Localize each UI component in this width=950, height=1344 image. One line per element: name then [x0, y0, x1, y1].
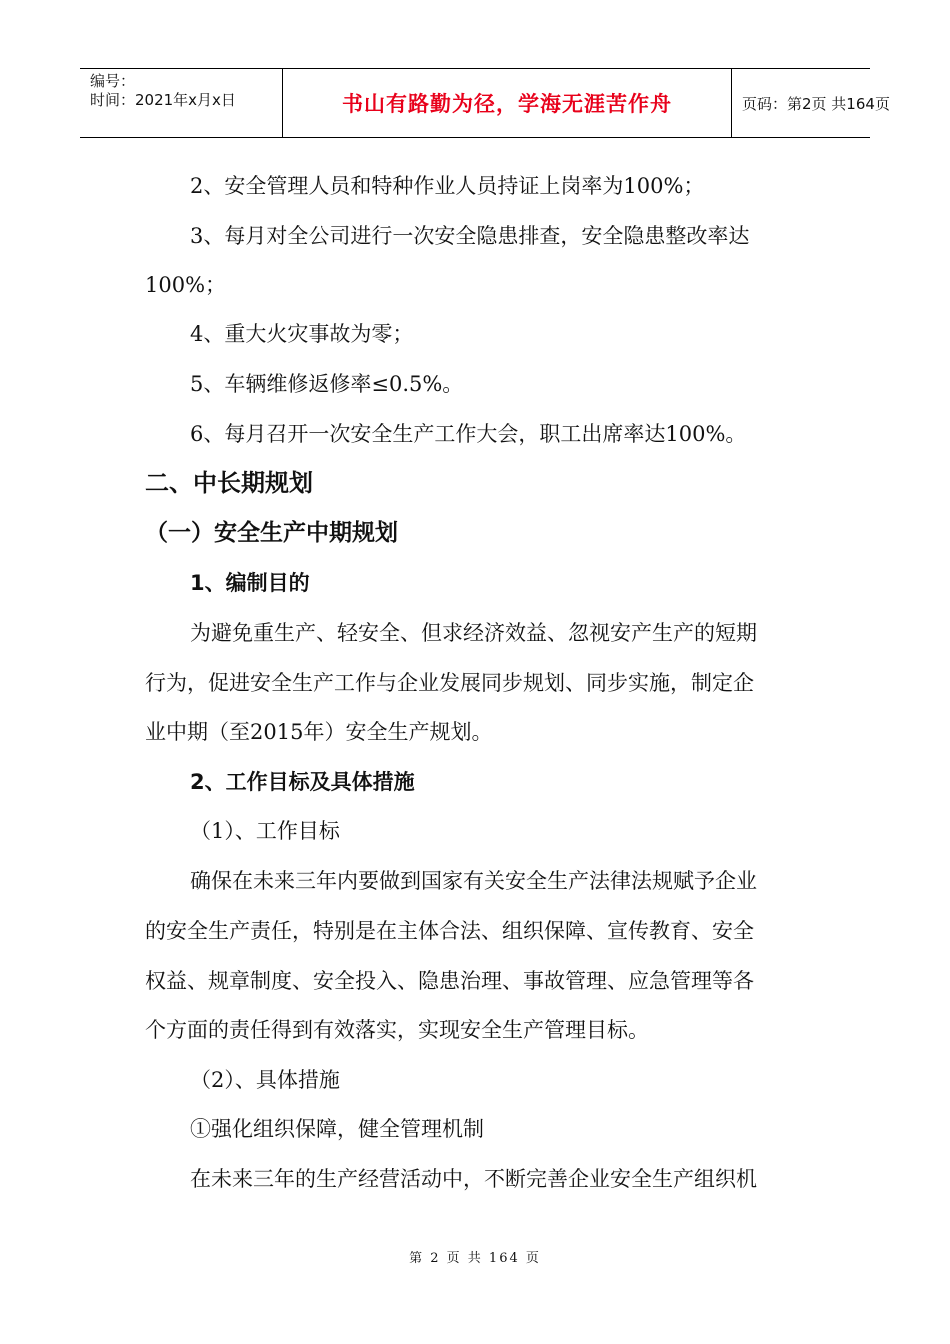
paragraph-line: 4、重大火灾事故为零；: [190, 322, 414, 346]
paragraph-line: 2、安全管理人员和特种作业人员持证上岗率为100%；: [190, 174, 705, 198]
header-left-cell: [80, 69, 282, 137]
paragraph-line: 个方面的责任得到有效落实，实现安全生产管理目标。: [145, 1018, 649, 1042]
paragraph-line: 6、每月召开一次安全生产工作大会，职工出席率达100%。: [190, 422, 747, 446]
header-motto: 书山有路勤为径，学海无涯苦作舟: [342, 92, 672, 116]
header-motto-cell: [282, 69, 732, 137]
item-heading: 2、工作目标及具体措施: [190, 770, 415, 794]
document-time-label: 时间：2021年x月x日: [90, 91, 236, 109]
paragraph-line: 100%；: [145, 273, 227, 297]
paragraph-line: 权益、规章制度、安全投入、隐患治理、事故管理、应急管理等各: [145, 969, 754, 993]
section-heading: 二、中长期规划: [145, 469, 313, 497]
item-heading: 1、编制目的: [190, 571, 310, 595]
paragraph-line: 行为，促进安全生产工作与企业发展同步规划、同步实施，制定企: [145, 671, 754, 695]
document-number-label: 编号：: [90, 72, 136, 90]
paragraph-line: 3、每月对全公司进行一次安全隐患排查，安全隐患整改率达: [190, 224, 750, 248]
header-page-cell: [732, 69, 890, 137]
paragraph-line: 为避免重生产、轻安全、但求经济效益、忽视安产生产的短期: [190, 621, 757, 645]
page-header: [80, 68, 890, 138]
paragraph-line: （1）、工作目标: [190, 819, 340, 843]
paragraph-line: 业中期（至2015年）安全生产规划。: [145, 720, 493, 744]
paragraph-line: 5、车辆维修返修率≤0.5%。: [190, 372, 464, 396]
page-footer: 第 2 页 共 164 页: [409, 1251, 541, 1266]
paragraph-line: （2）、具体措施: [190, 1068, 340, 1092]
paragraph-line: ①强化组织保障，健全管理机制: [190, 1117, 484, 1141]
header-page-info: 页码：第2页 共164页: [742, 94, 890, 113]
paragraph-line: 确保在未来三年内要做到国家有关安全生产法律法规赋予企业: [190, 869, 757, 893]
paragraph-line: 在未来三年的生产经营活动中，不断完善企业安全生产组织机: [190, 1167, 757, 1191]
paragraph-line: 的安全生产责任，特别是在主体合法、组织保障、宣传教育、安全: [145, 919, 754, 943]
subsection-heading: （一）安全生产中期规划: [145, 520, 398, 546]
